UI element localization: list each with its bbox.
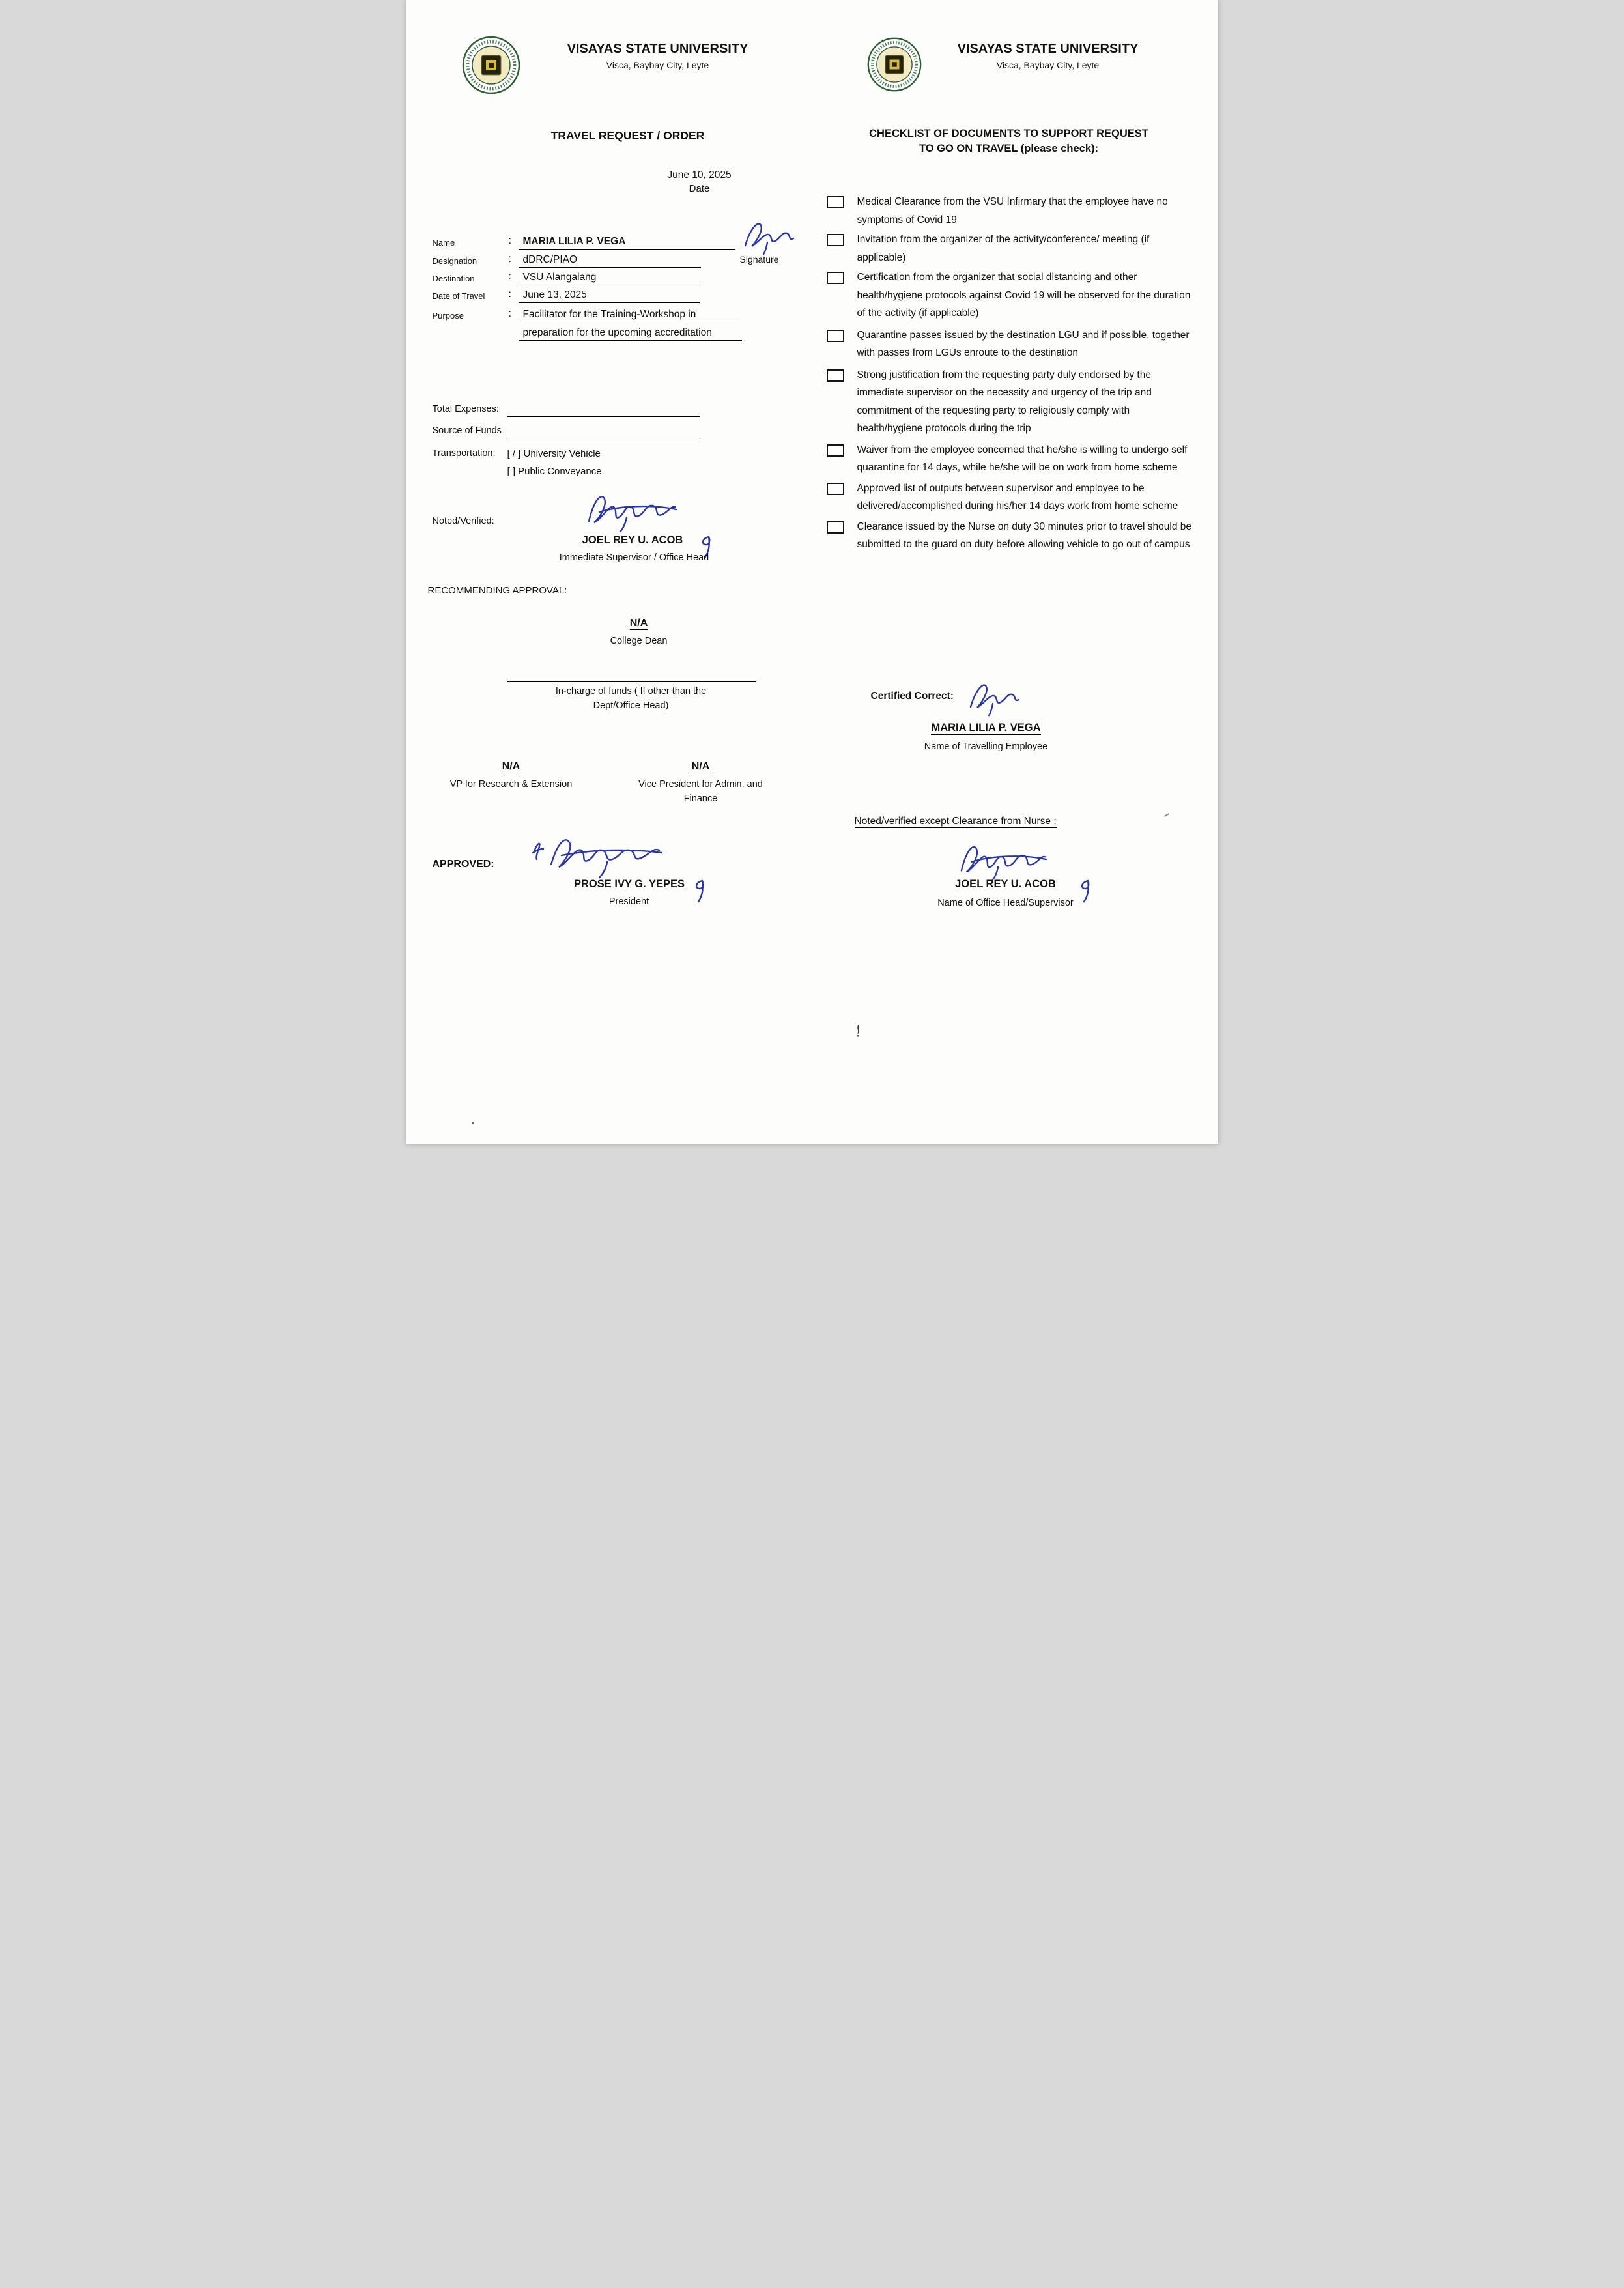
noted-verified-label: Noted/Verified: bbox=[432, 516, 494, 526]
president-title: President bbox=[608, 896, 649, 907]
checklist-item-text: Certification from the organizer that social distancing and other health/hygiene protocols against Covid 19 will be observed for the duration of the activity (if applicable) bbox=[857, 272, 1191, 319]
destination-value: VSU Alangalang bbox=[519, 270, 701, 285]
checklist-item bbox=[827, 231, 1195, 266]
vsu-seal-logo-right bbox=[866, 36, 922, 93]
checklist-item bbox=[827, 366, 1195, 438]
checkbox-icon bbox=[827, 330, 844, 342]
university-name: VISAYAS STATE UNIVERSITY bbox=[567, 42, 748, 56]
total-expenses-blank bbox=[507, 404, 700, 417]
vp-research-extension-label: VP for Research & Extension bbox=[449, 779, 573, 790]
college-dean-label: College Dean bbox=[610, 636, 668, 646]
dean-na-block bbox=[606, 618, 672, 629]
checkbox-icon bbox=[827, 272, 844, 284]
university-header-right bbox=[928, 42, 1169, 70]
scan-artifact-tick bbox=[1164, 813, 1169, 817]
incharge-funds-label-line1: In-charge of funds ( If other than the bbox=[555, 686, 707, 696]
checkbox-icon bbox=[827, 521, 844, 534]
supervisor-name: JOEL REY U. ACOB bbox=[582, 534, 683, 546]
travelling-employee-name: MARIA LILIA P. VEGA bbox=[931, 722, 1041, 734]
field-row-purpose bbox=[433, 307, 758, 324]
checklist-item-text: Strong justification from the requesting party duly endorsed by the immediate supervisor on the necessity and urgency of the trip and commitment of the requesting party to religiously comply with health/hygiene protocols during the trip bbox=[857, 369, 1152, 434]
source-of-funds-blank bbox=[507, 425, 700, 438]
president-name-block bbox=[547, 878, 713, 891]
checklist-item bbox=[827, 268, 1195, 322]
scan-artifact-dot bbox=[472, 1122, 474, 1124]
checklist-item-text: Invitation from the organizer of the activity/conference/ meeting (if applicable) bbox=[857, 234, 1150, 263]
field-row-travel-date bbox=[433, 288, 758, 305]
travelling-employee-title: Name of Travelling Employee bbox=[924, 741, 1048, 752]
form-title: TRAVEL REQUEST / ORDER bbox=[550, 129, 705, 142]
checklist-item-text: Approved list of outputs between supervisor and employee to be delivered/accomplished during his/her 14 days work from home scheme bbox=[857, 482, 1178, 511]
purpose-value-line2: preparation for the upcoming accreditation bbox=[519, 326, 742, 341]
purpose-label: Purpose bbox=[432, 311, 464, 321]
checklist-title-line2: TO GO ON TRAVEL (please check): bbox=[919, 143, 1099, 154]
source-of-funds-label: Source of Funds bbox=[432, 425, 502, 436]
checklist-item bbox=[827, 441, 1195, 477]
vp-admin-na-block bbox=[675, 761, 727, 773]
checkbox-icon bbox=[827, 196, 844, 208]
checklist-item bbox=[827, 193, 1195, 229]
checklist-title-line1: CHECKLIST OF DOCUMENTS TO SUPPORT REQUEST bbox=[869, 128, 1148, 139]
name-value: MARIA LILIA P. VEGA bbox=[519, 235, 735, 250]
field-row-destination bbox=[433, 270, 758, 287]
name-label: Name bbox=[432, 238, 455, 248]
transport-option-public-conveyance: [ ] Public Conveyance bbox=[507, 466, 602, 477]
university-header-left bbox=[534, 42, 782, 70]
checkbox-icon bbox=[827, 369, 844, 382]
office-head-title: Name of Office Head/Supervisor bbox=[937, 898, 1074, 908]
noted-except-block bbox=[855, 816, 1057, 827]
incharge-signature-line bbox=[507, 681, 756, 682]
checklist-item-text: Quarantine passes issued by the destination LGU and if possible, together with passes from LGUs enroute to the destination bbox=[857, 329, 1190, 358]
colon: : bbox=[508, 271, 511, 282]
president-name: PROSE IVY G. YEPES bbox=[574, 878, 685, 890]
vp-admin-finance-label-line2: Finance bbox=[683, 794, 718, 804]
signature-label: Signature bbox=[739, 254, 779, 265]
field-row-purpose-2 bbox=[433, 326, 758, 343]
vp-admin-na-value: N/A bbox=[691, 761, 710, 772]
travel-date-label: Date of Travel bbox=[432, 291, 485, 301]
office-head-name-block bbox=[928, 878, 1084, 891]
checklist-title bbox=[823, 128, 1195, 155]
signature-vega-ink-2 bbox=[964, 674, 1023, 721]
colon: : bbox=[508, 308, 511, 319]
request-fields bbox=[433, 235, 758, 352]
supervisor-name-block bbox=[553, 534, 713, 547]
vp-admin-finance-label-line1: Vice President for Admin. and bbox=[638, 779, 763, 790]
date-block bbox=[634, 169, 765, 194]
date-value: June 10, 2025 bbox=[667, 169, 732, 180]
approved-label: APPROVED: bbox=[432, 859, 494, 870]
designation-value: dDRC/PIAO bbox=[519, 253, 701, 268]
university-address: Visca, Baybay City, Leyte bbox=[606, 60, 709, 70]
checklist-item bbox=[827, 479, 1195, 515]
checklist-item bbox=[827, 518, 1195, 554]
checkbox-icon bbox=[827, 234, 844, 246]
purpose-value-line1: Facilitator for the Training-Workshop in bbox=[519, 307, 740, 322]
office-head-name: JOEL REY U. ACOB bbox=[955, 878, 1056, 890]
designation-label: Designation bbox=[432, 256, 477, 266]
checkbox-icon bbox=[827, 483, 844, 495]
travelling-employee-name-block bbox=[905, 722, 1068, 734]
checklist-item-text: Waiver from the employee concerned that he/she is willing to undergo self quarantine for 14 days, while he/she will be on work from home scheme bbox=[857, 444, 1188, 473]
incharge-funds-label-line2: Dept/Office Head) bbox=[593, 700, 669, 711]
colon: : bbox=[508, 253, 511, 265]
field-row-designation bbox=[433, 253, 758, 270]
field-row-name bbox=[433, 235, 758, 251]
date-label: Date bbox=[689, 183, 710, 194]
checkbox-icon bbox=[827, 444, 844, 457]
recommending-approval-label: RECOMMENDING APPROVAL: bbox=[427, 585, 567, 596]
destination-label: Destination bbox=[432, 274, 475, 283]
supervisor-title: Immediate Supervisor / Office Head bbox=[559, 552, 709, 563]
university-name: VISAYAS STATE UNIVERSITY bbox=[957, 42, 1139, 56]
transportation-label: Transportation: bbox=[432, 448, 496, 459]
transport-option-university-vehicle: [ / ] University Vehicle bbox=[507, 448, 601, 459]
certified-correct-label: Certified Correct: bbox=[870, 691, 954, 702]
total-expenses-label: Total Expenses: bbox=[432, 404, 499, 414]
checklist-item bbox=[827, 326, 1195, 362]
signature-acob-ink bbox=[581, 489, 679, 533]
signature-acob-ink-2 bbox=[952, 839, 1050, 882]
scan-artifact-mark bbox=[855, 1024, 862, 1037]
scanned-travel-request-document bbox=[406, 0, 1218, 1144]
colon: : bbox=[508, 235, 511, 246]
signature-yepes-ink bbox=[529, 833, 666, 879]
dean-na-value: N/A bbox=[629, 618, 648, 629]
university-address: Visca, Baybay City, Leyte bbox=[996, 60, 1100, 70]
document-checklist bbox=[827, 193, 1195, 554]
noted-except-text: Noted/verified except Clearance from Nurse : bbox=[854, 816, 1057, 827]
colon: : bbox=[508, 289, 511, 300]
vsu-seal-logo-left bbox=[461, 35, 521, 95]
checklist-item-text: Clearance issued by the Nurse on duty 30 minutes prior to travel should be submitted to the guard on duty before allowing vehicle to go out of campus bbox=[857, 521, 1192, 550]
checklist-item-text: Medical Clearance from the VSU Infirmary that the employee have no symptoms of Covid 19 bbox=[857, 196, 1168, 225]
vp-re-na-block bbox=[485, 761, 537, 773]
travel-date-value: June 13, 2025 bbox=[519, 288, 700, 303]
vp-re-na-value: N/A bbox=[502, 761, 520, 772]
